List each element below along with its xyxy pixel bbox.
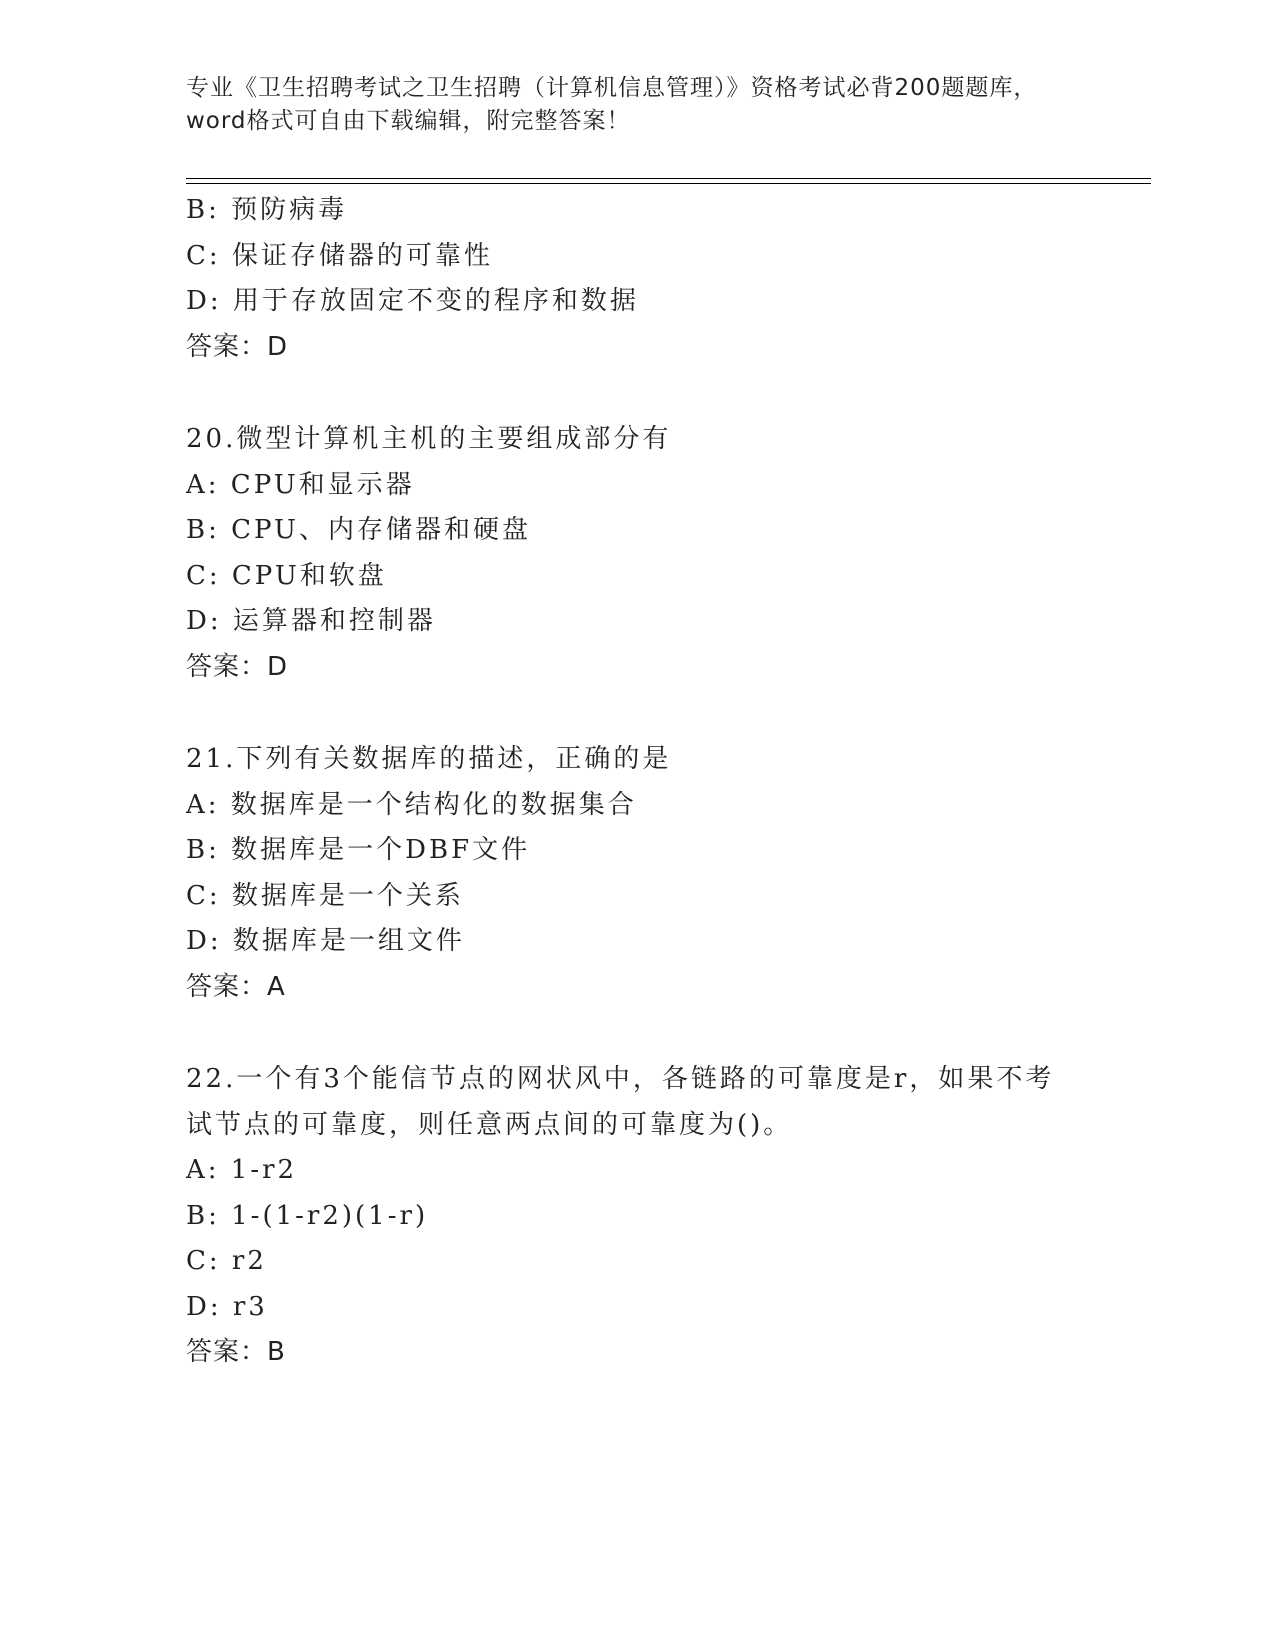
question-20: [186, 417, 1086, 690]
spacer: [186, 370, 1086, 417]
question-19-tail: [186, 188, 1086, 370]
option-b: B: 数据库是一个DBF文件: [186, 835, 531, 865]
question-content: [186, 188, 1086, 1376]
option-a: A: CPU和显示器: [186, 469, 415, 500]
header-divider-top: [186, 178, 1151, 179]
option-b: B: 预防病毒: [186, 195, 348, 225]
answer-text: 答案：D: [186, 331, 289, 362]
question-21: [186, 737, 1086, 1010]
document-header: [186, 72, 1086, 138]
question-text-line-1: 22.一个有3个能信节点的网状风中，各链路的可靠度是r，如果不考: [186, 1064, 1055, 1094]
option-d: D: 数据库是一组文件: [186, 926, 465, 956]
option-d: D: 运算器和控制器: [186, 606, 436, 636]
question-22: [186, 1057, 1086, 1376]
option-d: D: r3: [186, 1291, 268, 1322]
option-b: B: 1-(1-r2)(1-r): [186, 1200, 429, 1231]
question-text: 21.下列有关数据库的描述，正确的是: [186, 744, 672, 774]
option-c: C: 数据库是一个关系: [186, 880, 464, 911]
option-c: C: CPU和软盘: [186, 560, 387, 591]
option-a: A: 数据库是一个结构化的数据集合: [186, 789, 637, 820]
question-text: 20.微型计算机主机的主要组成部分有: [186, 424, 672, 454]
answer-text: 答案：D: [186, 651, 289, 682]
header-line-1: 专业《卫生招聘考试之卫生招聘（计算机信息管理）》资格考试必背200题题库，: [186, 75, 1038, 101]
header-line-2: word格式可自由下载编辑，附完整答案！: [186, 108, 631, 134]
answer-text: 答案：A: [186, 971, 286, 1002]
spacer: [186, 690, 1086, 737]
question-text-line-2: 试节点的可靠度，则任意两点间的可靠度为()。: [186, 1109, 793, 1140]
option-c: C: r2: [186, 1246, 267, 1276]
answer-text: 答案：B: [186, 1337, 286, 1367]
option-c: C: 保证存储器的可靠性: [186, 240, 493, 271]
option-b: B: CPU、内存储器和硬盘: [186, 515, 531, 545]
option-a: A: 1-r2: [186, 1155, 298, 1185]
header-divider-bottom: [186, 183, 1151, 184]
option-d: D: 用于存放固定不变的程序和数据: [186, 286, 639, 316]
spacer: [186, 1010, 1086, 1057]
